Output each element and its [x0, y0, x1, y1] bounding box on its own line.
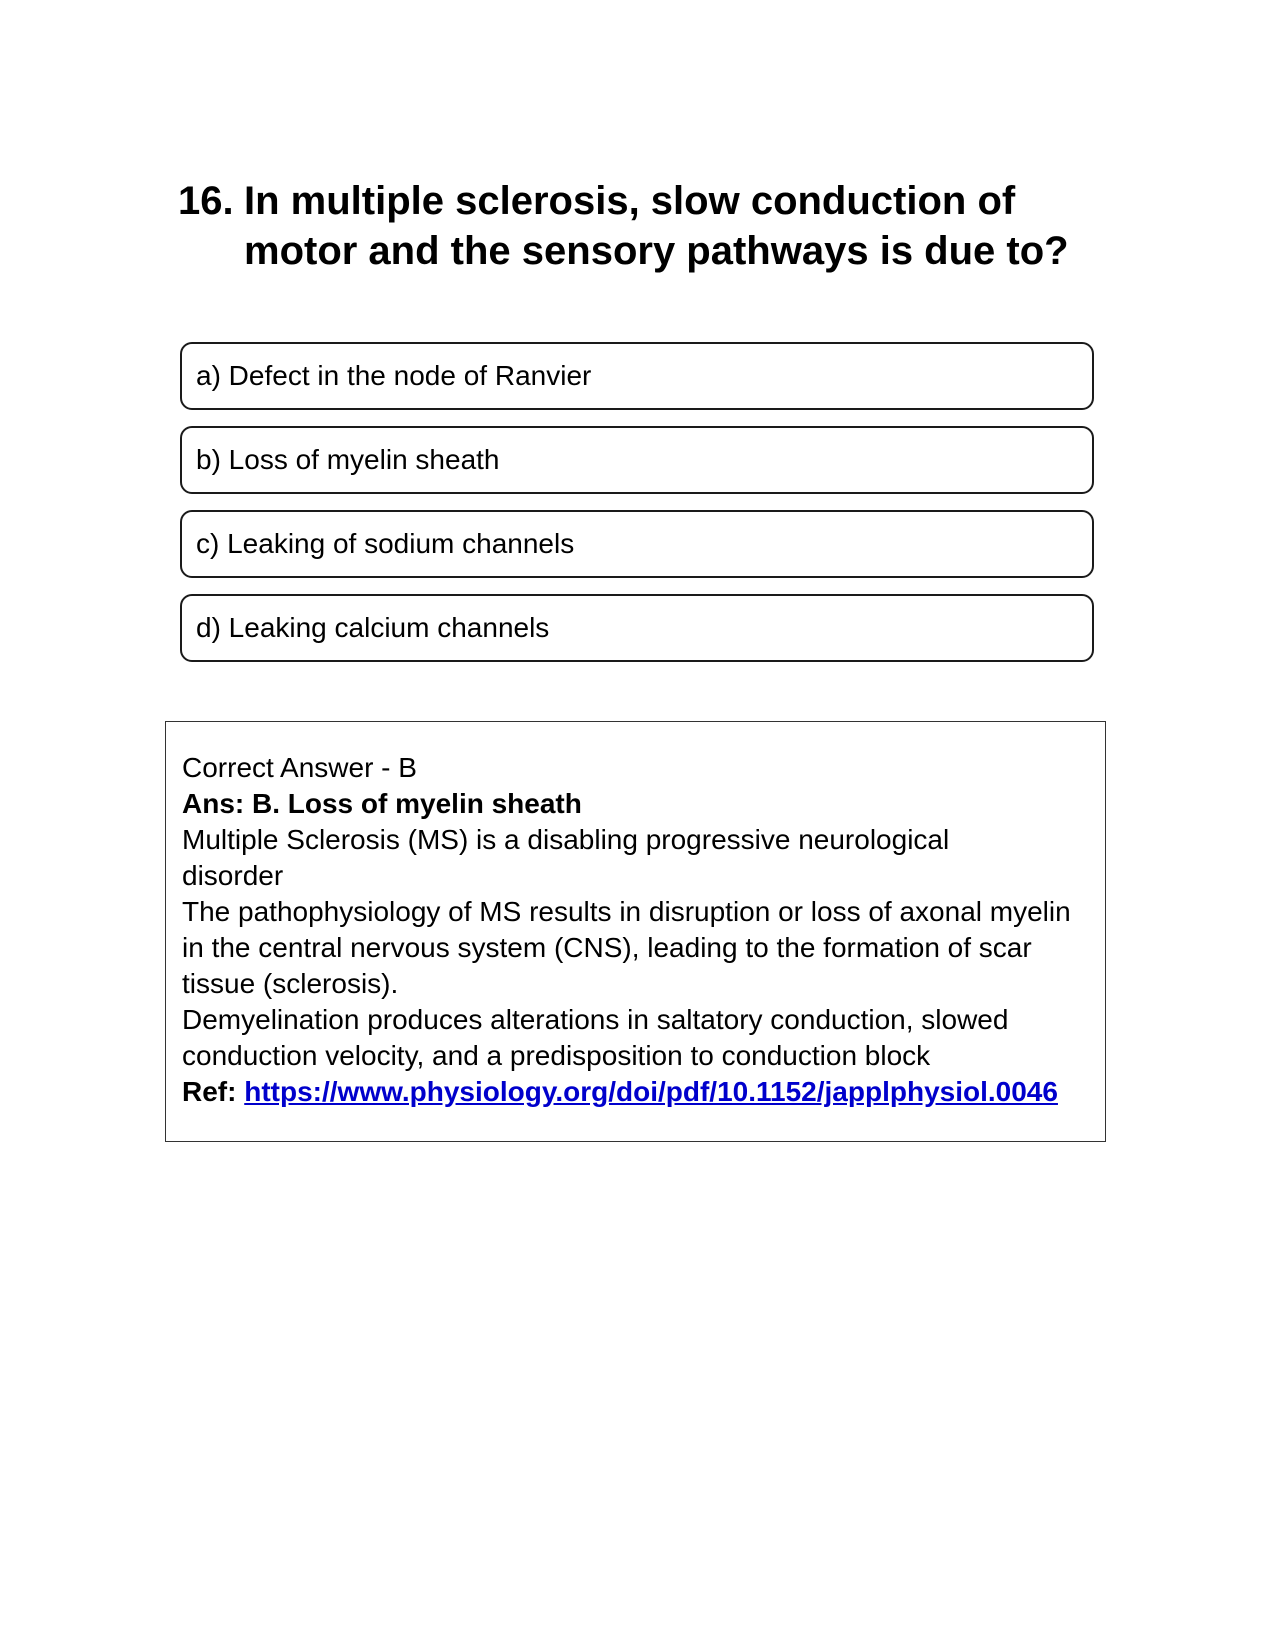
options-list: [180, 342, 1094, 678]
reference-line: [182, 1074, 1142, 1110]
answer-content: [182, 750, 1142, 1110]
question-number: 16.: [178, 179, 234, 223]
option-c[interactable]: [180, 510, 1094, 578]
question-heading: [178, 176, 1088, 276]
option-c-label: c) Leaking of sodium channels: [196, 528, 575, 559]
option-a[interactable]: [180, 342, 1094, 410]
question-text: In multiple sclerosis, slow conduction of motor and the sensory pathways is due to?: [244, 179, 1069, 273]
reference-link[interactable]: https://www.physiology.org/doi/pdf/10.1152/japplphysiol.0046: [244, 1076, 1058, 1107]
option-d[interactable]: [180, 594, 1094, 662]
reference-label: Ref:: [182, 1076, 237, 1107]
answer-explanation-box: [165, 721, 1106, 1142]
explanation-paragraph-1: Multiple Sclerosis (MS) is a disabling progressive neurological disorder: [182, 824, 950, 891]
explanation-paragraph-3: Demyelination produces alterations in saltatory conduction, slowed conduction velocity, and a predisposition to conduction block: [182, 1004, 1009, 1071]
correct-answer: Correct Answer - B: [182, 752, 417, 783]
option-d-label: d) Leaking calcium channels: [196, 612, 550, 643]
option-b-label: b) Loss of myelin sheath: [196, 444, 500, 475]
option-a-label: a) Defect in the node of Ranvier: [196, 360, 592, 391]
answer-line: Ans: B. Loss of myelin sheath: [182, 788, 582, 819]
explanation-paragraph-2: The pathophysiology of MS results in disruption or loss of axonal myelin in the central nervous system (CNS), leading to the formation of scar tissue (sclerosis).: [182, 896, 1071, 999]
option-b[interactable]: [180, 426, 1094, 494]
